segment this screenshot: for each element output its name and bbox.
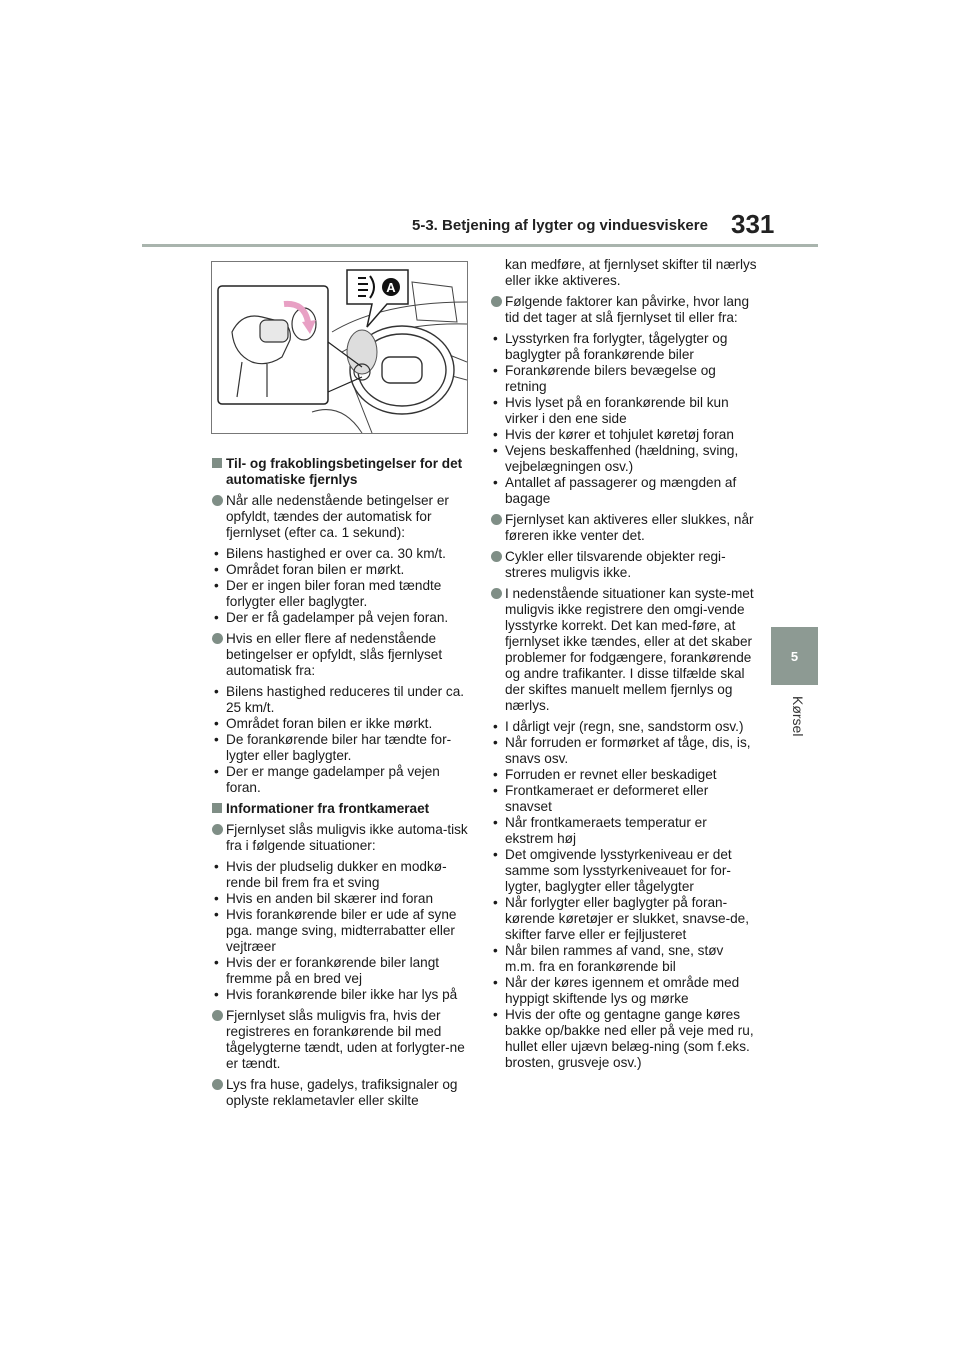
- section-heading-camera: Informationer fra frontkameraet: [212, 801, 474, 817]
- circle-bullet-icon: [491, 551, 502, 562]
- bullet-item: • Hvis der pludselig dukker en modkø-rende bil frem fra et sving: [214, 859, 447, 890]
- bullet-item: • Området foran bilen er ikke mørkt.: [214, 716, 433, 731]
- bullet-item: • Området foran bilen er mørkt.: [214, 562, 405, 577]
- bullet-list: [491, 331, 757, 507]
- bullet-item: • Vejens beskaffenhed (hældning, sving, vejbelægningen osv.): [493, 443, 739, 474]
- bullet-item: • Antallet af passagerer og mængden af bagage: [493, 475, 737, 506]
- bullet-item: • Når frontkameraets temperatur er ekstrem høj: [493, 815, 707, 846]
- steering-wheel-illustration: [212, 262, 467, 433]
- circle-bullet-icon: [212, 1079, 223, 1090]
- bullet-item: • Når forlygter eller baglygter på foran-kørende køretøjer er slukket, snavse-de, skifter farve eller er fejljusteret: [493, 895, 750, 942]
- circle-bullet-icon: [212, 824, 223, 835]
- square-bullet-icon: [212, 803, 222, 813]
- bullet-item: • Bilens hastighed reduceres til under ca. 25 km/t.: [214, 684, 465, 715]
- bullet-item: • Forruden er revnet eller beskadiget: [493, 767, 717, 782]
- circle-bullet-icon: [212, 633, 223, 644]
- bullet-item: • Når bilen rammes af vand, sne, støv m.m. fra en forankørende bil: [493, 943, 724, 974]
- list-item: Cykler eller tilsvarende objekter regi-streres muligvis ikke.: [491, 549, 757, 581]
- left-column: [212, 456, 474, 1114]
- bullet-item: • Der er ingen biler foran med tændte forlygter eller baglygter.: [214, 578, 442, 609]
- bullet-item: • Hvis der ofte og gentagne gange køres bakke op/bakke ned eller på veje med ru, hullet eller ujævn belæg-ning (som f.eks. brosten, grusveje osv.): [493, 1007, 754, 1070]
- circle-bullet-icon: [212, 1010, 223, 1021]
- bullet-item: • Når der køres igennem et område med hyppigt skiftende lys og mørke: [493, 975, 740, 1006]
- bullet-item: • Hvis forankørende biler er ude af syne pga. mange sving, midterrabatter eller vejtræer: [214, 907, 457, 954]
- section-heading-conditions: Til- og frakoblingsbetingelser for det automatiske fjernlys: [212, 456, 474, 488]
- bullet-item: • De forankørende biler har tændte for-lygter eller baglygter.: [214, 732, 452, 763]
- bullet-list: [212, 684, 474, 796]
- bullet-item: • Der er få gadelamper på vejen foran.: [214, 610, 449, 625]
- bullet-item: • Der er mange gadelamper på vejen foran.: [214, 764, 440, 795]
- circle-bullet-icon: [491, 588, 502, 599]
- chapter-number: 5: [790, 648, 799, 664]
- bullet-item: • Frontkameraet er deformeret eller snavset: [493, 783, 709, 814]
- bullet-item: • I dårligt vejr (regn, sne, sandstorm osv.): [493, 719, 744, 734]
- list-item: Lys fra huse, gadelys, trafiksignaler og oplyste reklametavler eller skilte: [212, 1077, 474, 1109]
- bullet-list: [212, 546, 474, 626]
- circle-bullet-icon: [491, 514, 502, 525]
- continuation-text: kan medføre, at fjernlyset skifter til nærlys eller ikke aktiveres.: [505, 257, 757, 288]
- auto-badge: A: [386, 280, 396, 295]
- circle-bullet-icon: [491, 296, 502, 307]
- bullet-item: • Det omgivende lysstyrkeniveau er det samme som lysstyrkeniveauet for for-lygter, baglygter eller tågelygter: [493, 847, 732, 894]
- bullet-item: • Bilens hastighed er over ca. 30 km/t.: [214, 546, 446, 561]
- chapter-label: Kørsel: [790, 696, 806, 737]
- auto-high-beam-callout: [347, 270, 408, 327]
- list-item: Følgende faktorer kan påvirke, hvor lang tid det tager at slå fjernlyset til eller fra:: [491, 294, 757, 326]
- bullet-item: • Forankørende bilers bevægelse og retning: [493, 363, 716, 394]
- bullet-item: • Når forruden er formørket af tåge, dis, is, snavs osv.: [493, 735, 751, 766]
- bullet-item: • Hvis en anden bil skærer ind foran: [214, 891, 434, 906]
- bullet-item: • Hvis lyset på en forankørende bil kun virker i den ene side: [493, 395, 729, 426]
- chapter-tab: [771, 627, 818, 685]
- figure-illustration: [211, 261, 468, 434]
- page-number: 331: [731, 209, 775, 239]
- list-item: Fjernlyset kan aktiveres eller slukkes, når føreren ikke venter det.: [491, 512, 757, 544]
- list-item: Fjernlyset slås muligvis ikke automa-tisk fra i følgende situationer:: [212, 822, 474, 854]
- bullet-item: • Hvis der er forankørende biler langt fremme på en bred vej: [214, 955, 440, 986]
- list-item: Hvis en eller flere af nedenstående betingelser er opfyldt, slås fjernlyset automatisk fra:: [212, 631, 474, 679]
- bullet-item: • Lysstyrken fra forlygter, tågelygter og baglygter på forankørende biler: [493, 331, 728, 362]
- section-title: 5-3. Betjening af lygter og vinduesviskere: [412, 217, 708, 234]
- bullet-list: [212, 859, 474, 1003]
- list-item: Når alle nedenstående betingelser er opfyldt, tændes der automatisk for fjernlyset (efter ca. 1 sekund):: [212, 493, 474, 541]
- bullet-item: • Hvis forankørende biler ikke har lys på: [214, 987, 458, 1002]
- list-item: I nedenstående situationer kan syste-met muligvis ikke registrere den omgi-vende lysstyrke korrekt. Det kan med-føre, at fjernlyset ikke tændes, eller at det skaber problemer for fodgængere, forankørende og andre trafikanter. I disse tilfælde skal der skiftes manuelt mellem fjernlys og nærlys.: [491, 586, 757, 714]
- hand-zoom-inset: [218, 286, 362, 404]
- bullet-list: [491, 719, 757, 1071]
- bullet-item: • Hvis der kører et tohjulet køretøj foran: [493, 427, 734, 442]
- list-item: Fjernlyset slås muligvis fra, hvis der registreres en forankørende bil med tågelygterne tændt, uden at forlygter-ne er tændt.: [212, 1008, 474, 1072]
- square-bullet-icon: [212, 458, 222, 468]
- right-column: [491, 257, 757, 1071]
- circle-bullet-icon: [212, 495, 223, 506]
- header-divider: [142, 244, 818, 247]
